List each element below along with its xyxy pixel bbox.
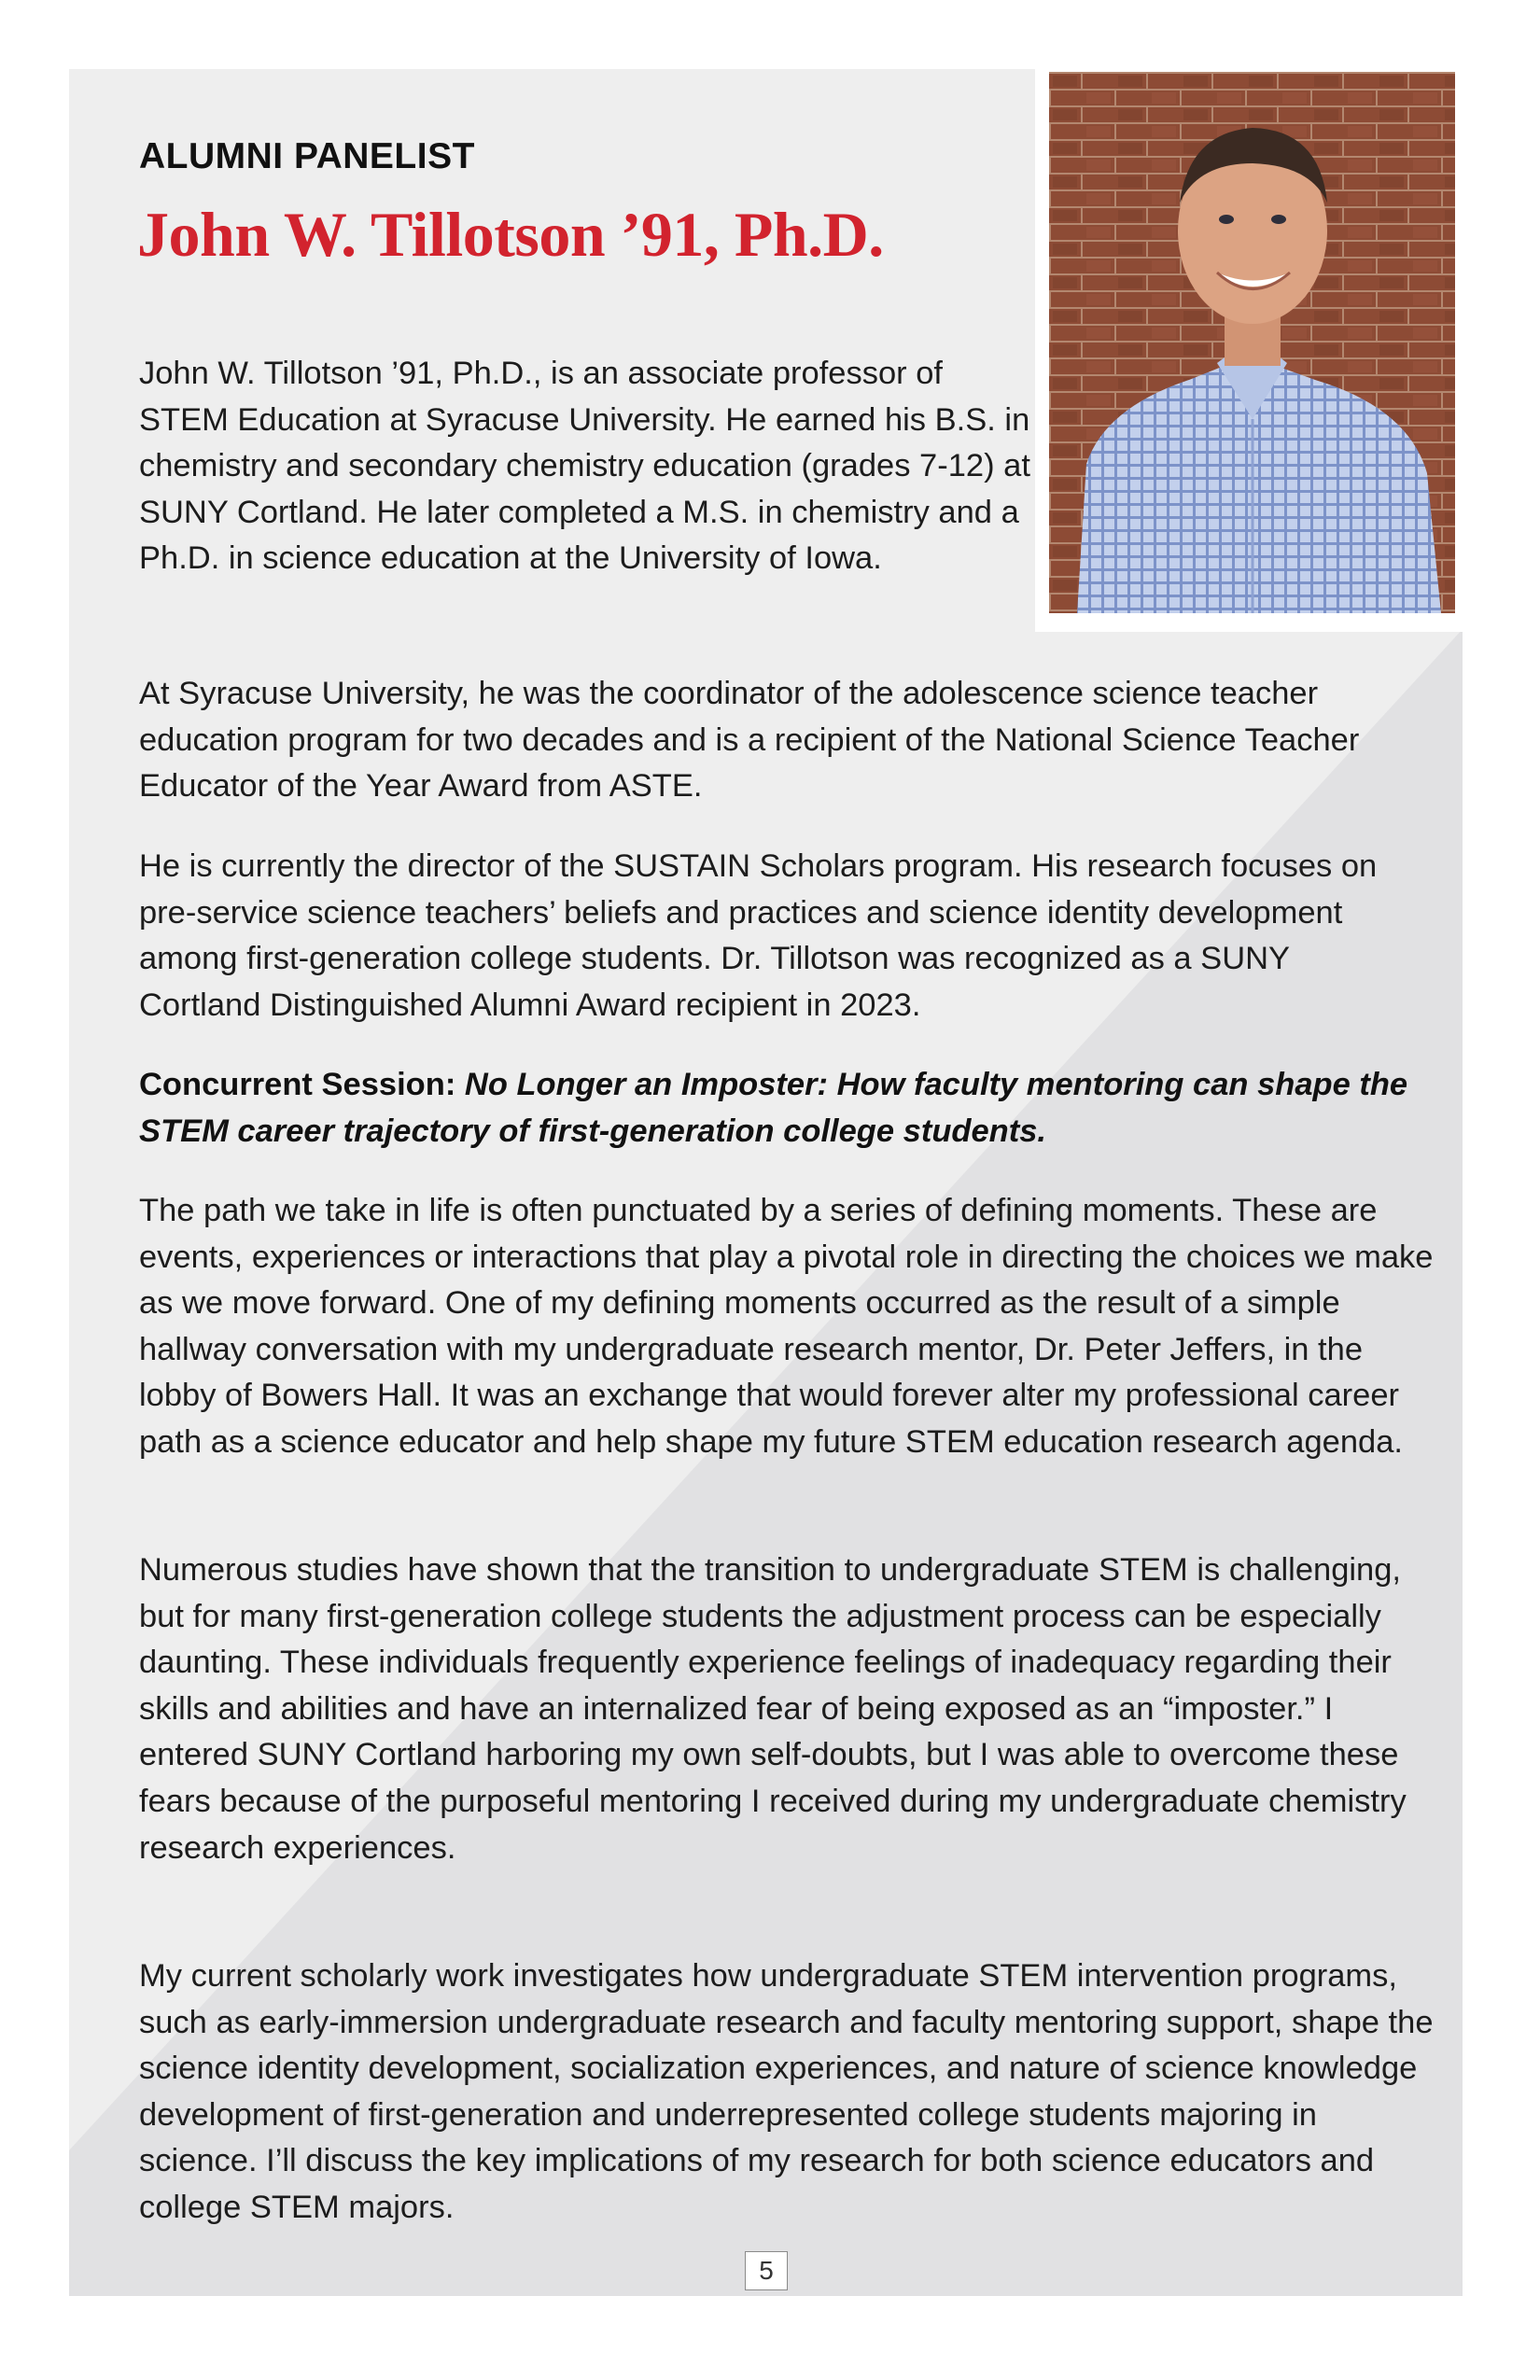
portrait-illustration [1049, 72, 1455, 613]
section-label: ALUMNI PANELIST [139, 136, 475, 176]
abstract-paragraph-3: My current scholarly work investigates how undergraduate STEM intervention programs, such as early-immersion undergraduate research and faculty mentoring support, shape the science identity development, socialization experiences, and nature of science knowledge development of first-generation and underrepresented college students majoring in science. I’ll discuss the key implications of my research for both science educators and college STEM majors. [139, 1958, 1434, 2225]
abstract-paragraph-2: Numerous studies have shown that the transition to undergraduate STEM is challenging, but for many first-generation college students the adjustment process can be especially daunting. These individuals frequently experience feelings of inadequacy regarding their skills and abilities and have an internalized fear of being exposed as an “imposter.” I entered SUNY Cortland harboring my own self-doubts, but I was able to overcome these fears because of the purposeful mentoring I received during my undergraduate chemistry research experiences. [139, 1552, 1407, 1866]
panelist-name: John W. Tillotson ’91, Ph.D. [137, 199, 884, 270]
bio-paragraph-3: He is currently the director of the SUSTAIN Scholars program. His research focuses on pre-service science teachers’ beliefs and practices and science identity development among first-generation college students. Dr. Tillotson was recognized as a SUNY Cortland Distinguished Alumni Award recipient in 2023. [139, 848, 1378, 1023]
session-heading [139, 1062, 1418, 1155]
bio-paragraph-2: At Syracuse University, he was the coordinator of the adolescence science teacher education program for two decades and is a recipient of the National Science Teacher Educator of the Year Award from ASTE. [139, 676, 1360, 805]
abstract-paragraph-1: The path we take in life is often punctuated by a series of defining moments. These are events, experiences or interactions that play a pivotal role in directing the choices we make as we move forward. One of my defining moments occurred as the result of a simple hallway conversation with my undergraduate research mentor, Dr. Peter Jeffers, in the lobby of Bowers Hall. It was an exchange that would forever alter my professional career path as a science educator and help shape my future STEM education research agenda. [139, 1193, 1434, 1460]
photo-frame [1035, 69, 1463, 632]
session-label: Concurrent Session: [139, 1067, 465, 1102]
page-content [69, 69, 1463, 2296]
portrait-photo [1049, 72, 1455, 613]
bio-paragraph-1: John W. Tillotson ’91, Ph.D., is an associate professor of STEM Education at Syracuse University. He earned his B.S. in chemistry and secondary chemistry education (grades 7-12) at SUNY Cortland. He later completed a M.S. in chemistry and a Ph.D. in science education at the University of Iowa. [139, 356, 1030, 577]
page-number: 5 [745, 2251, 788, 2290]
session-title: No Longer an Imposter: How faculty mentoring can shape the STEM career trajectory of first-generation college students. [139, 1067, 1408, 1149]
